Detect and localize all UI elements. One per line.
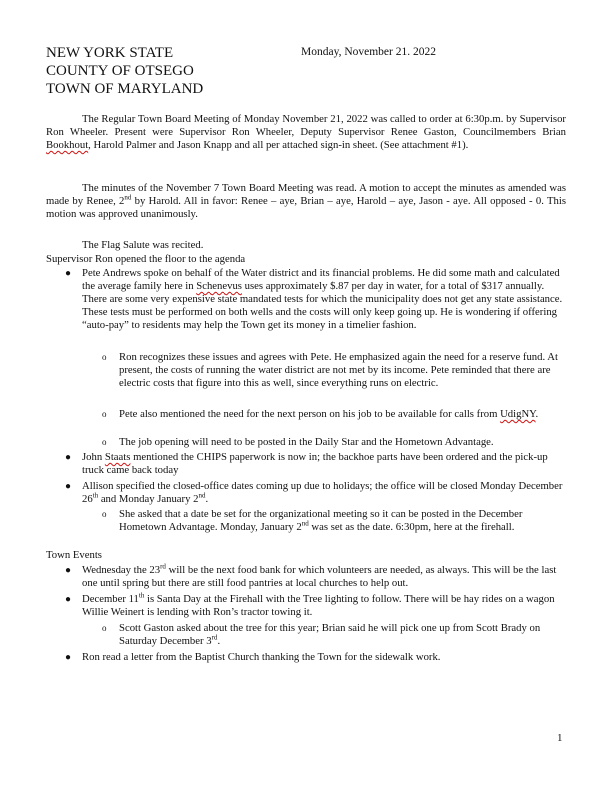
circle-bullet-icon: o	[102, 623, 107, 633]
santa-text-b: is Santa Day at the Firehall with the Tree lighting to follow. There will be hay rides on a wagon Willie Weinert is lending with Ron’s tractor towing it.	[82, 593, 555, 618]
list-item-allison	[65, 480, 568, 506]
floor-opened: Supervisor Ron opened the floor to the agenda	[46, 253, 246, 265]
circle-bullet-icon: o	[102, 509, 107, 519]
wednesday-text-a: Wednesday the 23	[82, 564, 161, 576]
pete-next-text-c: .	[535, 408, 539, 420]
tree-sup: rd	[211, 633, 218, 642]
allison-sup1: th	[92, 491, 99, 500]
pete-text-a: Pete Andrews spoke on behalf of the Water district and its financial problems. He did some math and calculated the average family here in	[82, 267, 560, 292]
list-item-pete-next	[102, 408, 559, 421]
org-meeting-sup: nd	[301, 519, 309, 528]
page-number: 1	[557, 732, 563, 744]
baptist-text: Ron read a letter from the Baptist Church thanking the Town for the sidewalk work.	[82, 651, 441, 663]
list-item-ron-recognizes	[102, 351, 559, 390]
santa-sup: th	[138, 591, 145, 600]
job-opening-text: The job opening will need to be posted in the Daily Star and the Hometown Advantage.	[119, 436, 494, 448]
bullet-icon: ●	[65, 481, 72, 492]
list-item-john	[65, 451, 568, 477]
allison-text-b: and Monday January 2	[98, 493, 199, 505]
santa-text-a: December 11	[82, 593, 139, 605]
minutes-text-a: The minutes of the November 7 Town Board Meeting was read. A motion to accept the minutes as amended was made by Renee, 2	[46, 182, 566, 207]
bullet-icon: ●	[65, 652, 72, 663]
ron-recognizes-text: Ron recognizes these issues and agrees with Pete. He emphasized again the need for a reserve fund. At present, the costs of running the water district are not met by its income. Pete reminded that there are electric costs that figure into this as well, since everything runs on electric.	[119, 351, 558, 389]
bullet-icon: ●	[65, 452, 72, 463]
intro-paragraph	[46, 113, 566, 152]
list-item-org-meeting	[102, 508, 559, 534]
intro-name-misspelled: Bookhout	[46, 139, 89, 151]
list-item-santa	[65, 591, 568, 619]
minutes-paragraph	[46, 182, 566, 221]
john-name-misspelled: Staats	[104, 451, 131, 463]
wednesday-text-b: will be the next food bank for which volunteers are needed, as always. This will be the last one until spring but there are still food pantries at local churches to help out.	[82, 564, 557, 589]
bullet-icon: ●	[65, 565, 72, 576]
circle-bullet-icon: o	[102, 437, 107, 447]
pete-text-c: uses approximately $.87 per day in water, for a total of $317 annually. There are some very expensive state mandated tests for which the municipality does not get any state assistance. These tests must be performed on both wells and the costs will only keep going up. He is wondering if offering “auto-pay” to residents may help the Town get its money in a timelier fashion.	[82, 280, 563, 331]
minutes-text-b: by Harold. All in favor: Renee – aye, Brian – aye, Harold – aye, Jason - aye. All opposed - 0. This motion was approved unanimously.	[46, 195, 566, 220]
john-text-c: mentioned the CHIPS paperwork is now in; the backhoe parts have been ordered and the pick-up truck came back today	[82, 451, 548, 476]
allison-text-c: .	[205, 493, 209, 505]
tree-text-b: .	[217, 635, 221, 647]
bullet-icon: ●	[65, 594, 72, 605]
minutes-sup: nd	[124, 193, 132, 202]
john-text-a: John	[82, 451, 105, 463]
list-item-baptist	[65, 651, 568, 664]
header-state: NEW YORK STATE	[46, 45, 174, 61]
pete-next-text-a: Pete also mentioned the need for the next person on his job to be available for calls from	[119, 408, 501, 420]
flag-salute: The Flag Salute was recited.	[82, 239, 204, 251]
bullet-icon: ●	[65, 268, 72, 279]
wednesday-sup: rd	[160, 562, 166, 571]
org-meeting-text-a: She asked that a date be set for the organizational meeting so it can be posted in the December Hometown Advantage. Monday, January 2	[119, 508, 523, 533]
list-item-wednesday	[65, 562, 568, 590]
tree-text-a: Scott Gaston asked about the tree for this year; Brian said he will pick one up from Scott Brady on Saturday December 3	[119, 622, 541, 647]
intro-text-c: , Harold Palmer and Jason Knapp and all per attached sign-in sheet. (See attachment #1).	[88, 139, 469, 151]
document-header	[46, 44, 203, 98]
intro-text-a: The Regular Town Board Meeting of Monday November 21, 2022 was called to order at 6:30p.m. by Supervisor Ron Wheeler. Present were Supervisor Ron Wheeler, Deputy Supervisor Renee Gaston, Councilmembers Brian	[46, 113, 566, 138]
org-meeting-text-b: was set as the date. 6:30pm, here at the firehall.	[308, 521, 515, 533]
circle-bullet-icon: o	[102, 352, 107, 362]
list-item-job-opening	[102, 436, 559, 449]
header-county: COUNTY OF OTSEGO	[46, 63, 194, 79]
pete-place-misspelled: Schenevus	[196, 280, 242, 292]
allison-sup2: nd	[198, 491, 206, 500]
allison-text-a: Allison specified the closed-office dates coming up due to holidays; the office will be closed Monday December 26	[82, 480, 563, 505]
list-item-tree	[102, 622, 559, 648]
pete-next-udigny: UdigNY	[500, 408, 536, 420]
circle-bullet-icon: o	[102, 409, 107, 419]
meeting-date: Monday, November 21. 2022	[301, 46, 436, 58]
header-town: TOWN OF MARYLAND	[46, 81, 204, 97]
town-events-heading: Town Events	[46, 549, 102, 561]
list-item-pete	[65, 267, 568, 332]
